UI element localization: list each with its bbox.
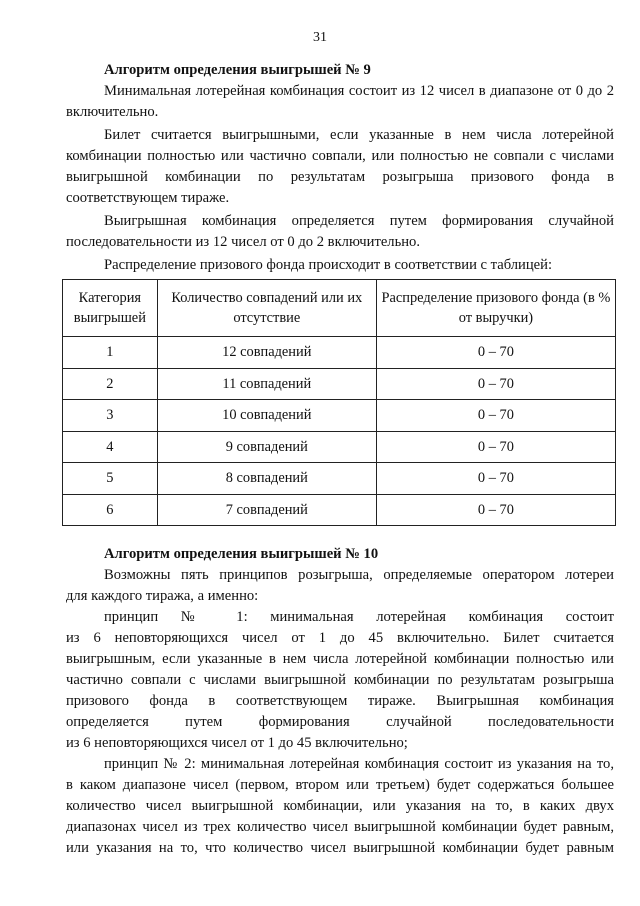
column-header: Количество совпадений или их отсутствие [157,280,376,337]
table-row [63,463,616,495]
paragraph: Минимальная лотерейная комбинация состоит из 12 чисел в диапазоне от 0 до 2 включительно. [66,83,614,120]
text-line: диапазонах чисел из трех количество чисел выигрышной комбинации будет равным, [66,819,614,835]
table-cell: 10 совпадений [157,400,376,432]
text-line: из 6 неповторяющихся чисел от 1 до 45 включительно. Билет считается [66,630,614,646]
table-header-row [63,280,616,337]
table-cell: 0 – 70 [376,463,615,495]
table-cell: 1 [63,337,158,369]
text-line: частично совпали с числами выигрышной комбинации по результатам розыгрыша [66,672,614,688]
text-line: призового фонда в соответствующем тираже. Выигрышная комбинация [66,693,614,709]
table-cell: 0 – 70 [376,431,615,463]
table-row [63,431,616,463]
table-row [63,368,616,400]
text-line: для каждого тиража, а именно: [66,588,259,604]
table-cell: 3 [63,400,158,432]
table-row [63,337,616,369]
table-cell: 11 совпадений [157,368,376,400]
text-line: принцип № 1: минимальная лотерейная комбинация состоит [104,609,614,625]
text-line: или указания на то, что количество чисел выигрышной комбинации будет равным [66,840,614,856]
column-header: Категория выигрышей [63,280,158,337]
table-cell: 8 совпадений [157,463,376,495]
paragraph: Выигрышная комбинация определяется путем формирования случайной последовательности из 12 чисел от 0 до 2 включительно. [66,213,614,250]
section-heading: Алгоритм определения выигрышей № 9 [104,62,371,78]
text-line: в каком диапазоне чисел (первом, втором или третьем) будет содержаться большее [66,777,614,793]
table-cell: 12 совпадений [157,337,376,369]
table-cell: 0 – 70 [376,368,615,400]
table-cell: 0 – 70 [376,494,615,526]
text-line: количество чисел выигрышной комбинации, или указания на то, в каких двух [66,798,614,814]
section-heading: Алгоритм определения выигрышей № 10 [104,546,379,562]
text-line: определяется путем формирования случайной последовательности [66,714,614,730]
table-cell: 5 [63,463,158,495]
section-algorithm-10 [66,544,614,859]
table-cell: 0 – 70 [376,337,615,369]
section-algorithm-9 [66,60,614,276]
text-line: из 6 неповторяющихся чисел от 1 до 45 включительно; [66,735,408,751]
table-cell: 9 совпадений [157,431,376,463]
table-row [63,494,616,526]
prize-distribution-table [62,279,616,526]
text-line: выигрышным, если указанные в нем числа лотерейной комбинации полностью или [66,651,614,667]
paragraph: Распределение призового фонда происходит в соответствии с таблицей: [104,257,553,273]
text-line: Возможны пять принципов розыгрыша, определяемые оператором лотереи [104,567,614,583]
column-header: Распределение призового фонда (в % от выручки) [376,280,615,337]
table-cell: 4 [63,431,158,463]
text-line: принцип № 2: минимальная лотерейная комбинация состоит из указания на то, [104,756,614,772]
table-cell: 2 [63,368,158,400]
table-cell: 6 [63,494,158,526]
paragraph: Билет считается выигрышными, если указанные в нем числа лотерейной комбинации полностью или частично совпали, или полностью не совпали с числами выигрышной комбинации по результатам розыгрыша призового фонда в соответствующем тираже. [66,127,614,206]
table-cell: 0 – 70 [376,400,615,432]
page-number: 31 [313,30,327,45]
table-cell: 7 совпадений [157,494,376,526]
table-row [63,400,616,432]
